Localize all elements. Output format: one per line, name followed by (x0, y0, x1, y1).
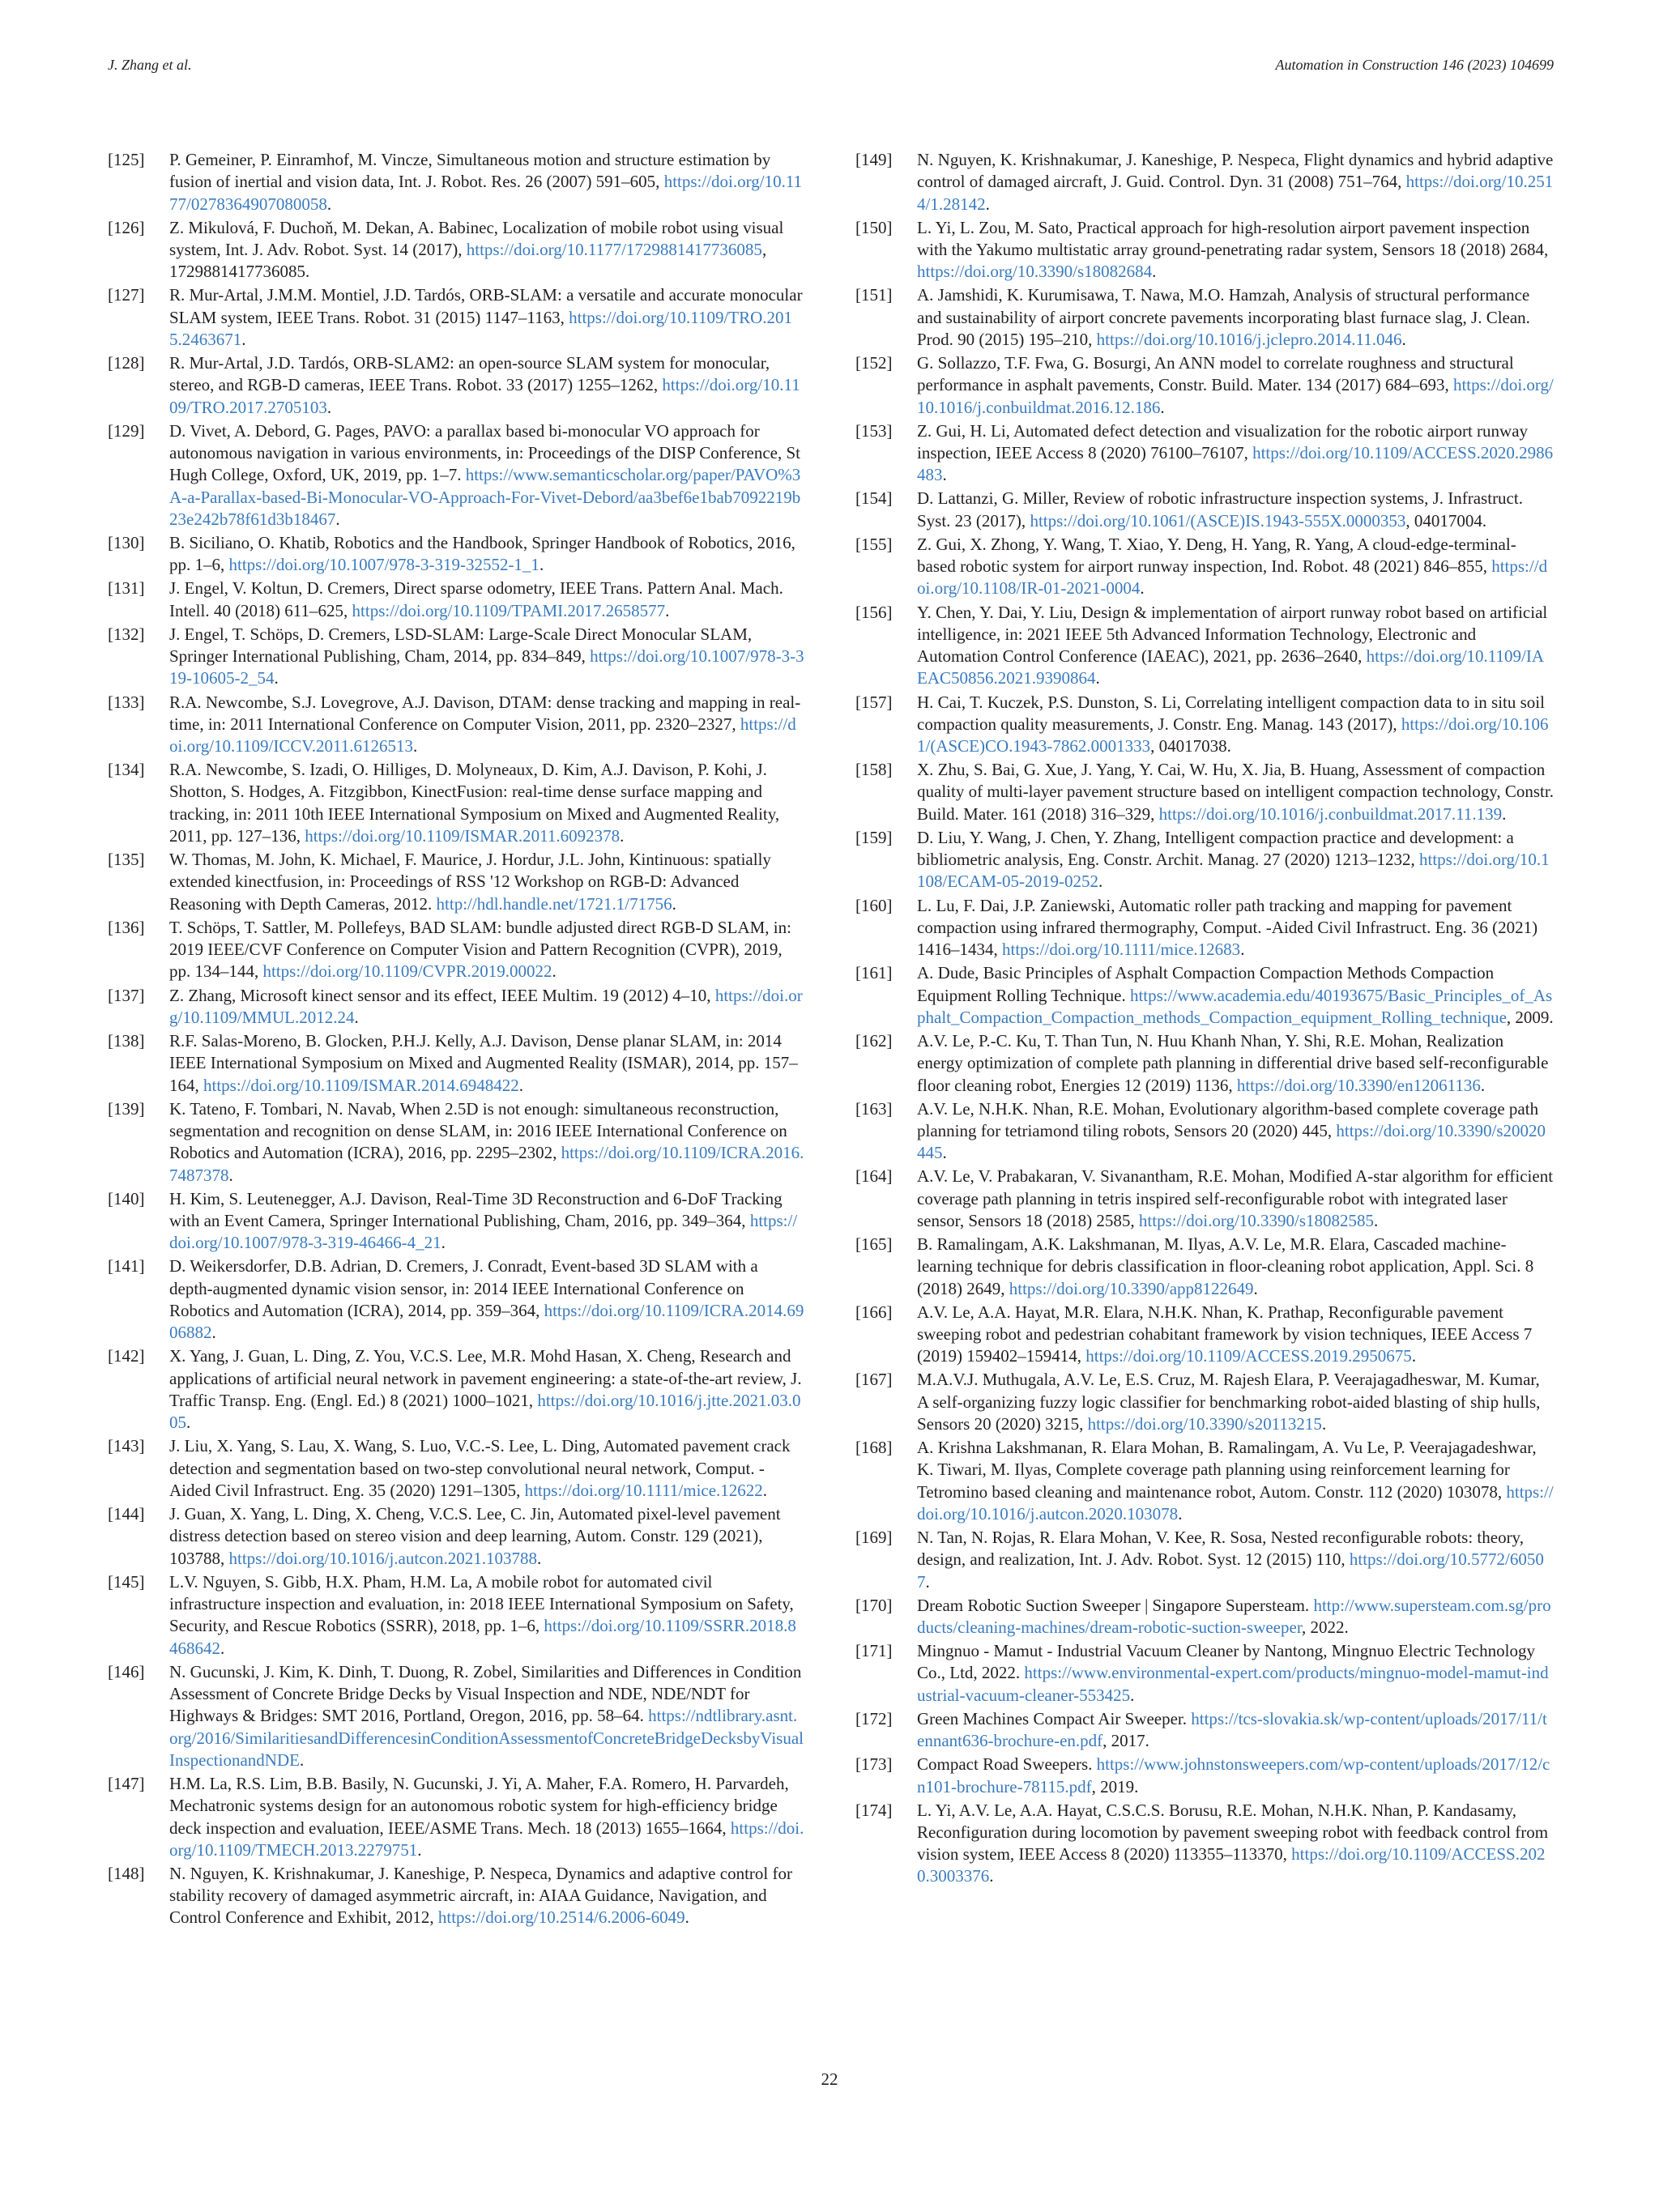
reference-text: J. Engel, V. Koltun, D. Cremers, Direct sparse odometry, IEEE Trans. Pattern Anal. Mach. Intell. 40 (2018) 611–625, (169, 578, 783, 620)
reference-link[interactable]: https://doi.org/10.1109/ISMAR.2014.6948422 (203, 1075, 519, 1095)
reference-tail: . (335, 509, 340, 529)
reference-item (855, 1437, 1554, 1525)
reference-item (108, 284, 804, 351)
reference-link[interactable]: https://doi.org/10.1016/j.conbuildmat.2017.11.139 (1158, 803, 1503, 824)
reference-item (108, 1188, 804, 1255)
reference-tail: . (211, 1323, 216, 1343)
reference-number: [135] (108, 850, 145, 870)
reference-text: N. Nguyen, K. Krishnakumar, J. Kaneshige, P. Nespeca, Flight dynamics and hybrid adaptive control of damaged aircraft, J. Guid. Control. Dyn. 31 (2008) 751–764, (917, 150, 1554, 192)
reference-text: Y. Chen, Y. Dai, Y. Liu, Design & implementation of airport runway robot based on artificial intelligence, in: 2021 IEEE 5th Advanced Information Technology, Electronic and Automation Control Conference (IAEAC), 2021, pp. 2636–2640, (917, 602, 1548, 667)
reference-link[interactable]: https://doi.org/10.1109/SSRR.2018.8468642 (169, 1616, 796, 1658)
reference-text: P. Gemeiner, P. Einramhof, M. Vincze, Simultaneous motion and structure estimation by fusion of inertial and vision data, Int. J. Robot. Res. 26 (2007) 591–605, (169, 150, 771, 192)
reference-item (855, 420, 1554, 487)
reference-tail: . (326, 397, 332, 417)
reference-number: [127] (108, 285, 145, 305)
references-column-right (855, 149, 1554, 1890)
reference-item (108, 759, 804, 847)
reference-number: [174] (855, 1800, 893, 1820)
reference-text: D. Vivet, A. Debord, G. Pages, PAVO: a parallax based bi-monocular VO approach for autonomous navigation in various environments, in: Proceedings of the DISP Conference, St Hugh College, Oxford, UK, 2019, pp. 1–7. (169, 420, 801, 485)
reference-number: [157] (855, 692, 893, 712)
reference-tail: . (413, 736, 418, 757)
reference-number: [162] (855, 1030, 893, 1051)
reference-text: B. Siciliano, O. Khatib, Robotics and the Handbook, Springer Handbook of Robotics, 2016, pp. 1–6, (169, 533, 795, 575)
reference-tail: . (241, 329, 246, 349)
reference-text: Z. Zhang, Microsoft kinect sensor and its effect, IEEE Multim. 19 (2012) 4–10, (169, 985, 715, 1005)
reference-item (108, 1773, 804, 1861)
reference-tail: . (1098, 872, 1103, 892)
page-number: 22 (821, 2069, 838, 2089)
reference-tail: . (942, 465, 947, 485)
reference-item (855, 1369, 1554, 1435)
reference-link[interactable]: https://doi.org/10.1111/mice.12622 (524, 1480, 763, 1500)
reference-text: J. Guan, X. Yang, L. Ding, X. Cheng, V.C.S. Lee, C. Jin, Automated pixel-level pavement distress detection based on stereo vision and deep learning, Autom. Constr. 129 (2021), 103788, (169, 1503, 781, 1568)
reference-tail: , 1729881417736085. (169, 239, 767, 282)
reference-text: J. Liu, X. Yang, S. Lau, X. Wang, S. Luo, V.C.-S. Lee, L. Ding, Automated pavement crack detection and segmentation based on two-step convolutional neural network, Comput. -Aided Civil Infrastruct. Eng. 35 (2020) 1291–1305, (169, 1436, 791, 1500)
reference-number: [145] (108, 1571, 145, 1592)
reference-text: A.V. Le, A.A. Hayat, M.R. Elara, N.H.K. Nhan, K. Prathap, Reconfigurable pavement sweeping robot and pedestrian cohabitant framework by vision techniques, IEEE Access 7 (2019) 159402–159414, (917, 1302, 1533, 1366)
reference-tail: , 2017. (1102, 1731, 1149, 1751)
reference-tail: , 04017038. (1150, 736, 1231, 757)
reference-number: [148] (108, 1863, 145, 1883)
reference-text: A. Krishna Lakshmanan, R. Elara Mohan, B. Ramalingam, A. Vu Le, P. Veerajagadeshwar, K. Tiwari, M. Ilyas, Complete coverage path planning using reinforcement learning for Tetromino based cleaning and maintenance robot, Autom. Constr. 112 (2020) 103078, (917, 1438, 1537, 1502)
reference-number: [136] (108, 917, 145, 937)
reference-tail: . (985, 194, 990, 214)
reference-tail: . (1401, 329, 1406, 349)
reference-tail: . (299, 1750, 305, 1770)
running-header-journal: Automation in Construction 146 (2023) 104699 (1275, 57, 1554, 73)
reference-item (855, 534, 1554, 600)
reference-text: G. Sollazzo, T.F. Fwa, G. Bosurgi, An ANN model to correlate roughness and structural performance in asphalt pavements, Constr. Build. Mater. 134 (2017) 684–693, (917, 353, 1514, 395)
reference-text: A. Dude, Basic Principles of Asphalt Compaction Compaction Methods Compaction Equipment Rolling Technique. (917, 963, 1495, 1005)
reference-link[interactable]: https://doi.org/10.1007/978-3-319-46466-4_21 (169, 1210, 798, 1253)
reference-number: [137] (108, 985, 145, 1005)
reference-link[interactable]: https://doi.org/10.5772/60507 (917, 1549, 1544, 1592)
reference-link[interactable]: https://doi.org/10.1177/1729881417736085 (466, 239, 762, 259)
reference-item (855, 488, 1554, 532)
reference-number: [141] (108, 1256, 145, 1276)
reference-text: R.A. Newcombe, S.J. Lovegrove, A.J. Davison, DTAM: dense tracking and mapping in real-time, in: 2011 International Conference on Computer Vision, 2011, pp. 2320–2327, (169, 692, 801, 734)
reference-link[interactable]: https://doi.org/10.1109/ICCV.2011.6126513 (169, 714, 796, 757)
reference-item (108, 917, 804, 983)
reference-number: [139] (108, 1098, 145, 1119)
reference-text: N. Tan, N. Rojas, R. Elara Mohan, V. Kee, R. Sosa, Nested reconfigurable robots: theory, design, and realization, Int. J. Adv. Robot. Syst. 12 (2015) 110, (917, 1528, 1524, 1570)
reference-number: [166] (855, 1302, 893, 1322)
reference-number: [172] (855, 1708, 893, 1728)
reference-tail: . (539, 555, 544, 575)
reference-text: K. Tateno, F. Tombari, N. Navab, When 2.5D is not enough: simultaneous reconstruction, segmentation and recognition on dense SLAM, in: 2016 IEEE International Conference on Robotics and Automation (ICRA), 2016, pp. 2295–2302, (169, 1098, 787, 1163)
reference-text: D. Liu, Y. Wang, J. Chen, Y. Zhang, Intelligent compaction practice and development: a bibliometric analysis, Eng. Constr. Archit. Manag. 27 (2020) 1213–1232, (917, 827, 1514, 870)
reference-item (108, 1345, 804, 1434)
reference-text: N. Gucunski, J. Kim, K. Dinh, T. Duong, R. Zobel, Similarities and Differences in Condition Assessment of Concrete Bridge Decks by Visual Inspection and NDE, NDE/NDT for Highways & Bridges: SMT 2016, Portland, Oregon, 2016, pp. 58–64. (169, 1661, 802, 1726)
reference-text: R. Mur-Artal, J.M.M. Montiel, J.D. Tardós, ORB-SLAM: a versatile and accurate monocular SLAM system, IEEE Trans. Robot. 31 (2015) 1147–1163, (169, 285, 803, 327)
reference-link[interactable]: https://doi.org/10.1016/j.autcon.2021.103788 (228, 1548, 538, 1568)
reference-number: [163] (855, 1098, 893, 1119)
running-header-authors: J. Zhang et al. (108, 57, 192, 73)
reference-item (855, 1754, 1554, 1798)
reference-text: X. Zhu, S. Bai, G. Xue, J. Yang, Y. Cai, W. Hu, X. Jia, B. Huang, Assessment of compaction quality of multi-layer pavement structure based on intelligent compaction technology, Constr. Build. Mater. 161 (2018) 316–329, (917, 760, 1554, 824)
reference-link[interactable]: https://doi.org/10.3390/s18082585 (1138, 1210, 1375, 1230)
reference-number: [155] (855, 534, 893, 554)
reference-tail: . (417, 1839, 422, 1860)
reference-item (855, 217, 1554, 283)
reference-link[interactable]: https://doi.org/10.1108/IR-01-2021-0004 (917, 556, 1548, 599)
reference-link[interactable]: https://doi.org/10.1007/978-3-319-32552-1_1 (228, 555, 539, 575)
reference-tail: . (672, 893, 676, 914)
reference-item (855, 149, 1554, 215)
reference-text: A.V. Le, P.-C. Ku, T. Than Tun, N. Huu Khanh Nhan, Y. Shi, R.E. Mohan, Realization energy optimization of complete path planning in differential drive based self-reconfigurable floor cleaning robot, Energies 12 (2019) 1136, (917, 1030, 1549, 1095)
reference-text: R.F. Salas-Moreno, B. Glocken, P.H.J. Kelly, A.J. Davison, Dense planar SLAM, in: 2014 IEEE International Symposium on Mixed and Augmented Reality (ISMAR), 2014, pp. 157–164, (169, 1030, 798, 1095)
reference-tail: . (942, 1143, 947, 1163)
reference-link[interactable]: https://tcs-slovakia.sk/wp-content/uploads/2017/11/tennant636-brochure-en.pdf (917, 1708, 1547, 1751)
reference-tail: . (552, 961, 557, 982)
reference-text: A.V. Le, V. Prabakaran, V. Sivanantham, R.E. Mohan, Modified A-star algorithm for efficient coverage path planning in tetris inspired self-reconfigurable robot with integrated laser sensor, Sensors 18 (2018) 2585, (917, 1166, 1554, 1230)
reference-number: [128] (108, 353, 145, 373)
reference-tail: , 2009. (1506, 1007, 1554, 1027)
reference-link[interactable]: https://doi.org/10.1109/TMECH.2013.2279751 (169, 1818, 804, 1860)
reference-link[interactable]: https://doi.org/10.3390/s20020445 (917, 1120, 1546, 1163)
reference-item (108, 352, 804, 419)
reference-item (108, 149, 804, 215)
reference-link[interactable]: http://www.supersteam.com.sg/products/cleaning-machines/dream-robotic-suction-sweeper (917, 1595, 1551, 1638)
reference-tail: . (1152, 262, 1157, 282)
reference-text: X. Yang, J. Guan, L. Ding, Z. You, V.C.S. Lee, M.R. Mohd Hasan, X. Cheng, Research and applications of artificial neural network in pavement engineering: a state-of-the-art review, J. Traffic Transp. Eng. (Engl. Ed.) 8 (2021) 1000–1021, (169, 1346, 802, 1410)
reference-tail: . (1160, 397, 1165, 417)
reference-text: Compact Road Sweepers. (917, 1754, 1097, 1775)
reference-number: [150] (855, 217, 893, 237)
reference-item (855, 827, 1554, 893)
reference-item (108, 1435, 804, 1502)
reference-number: [171] (855, 1641, 893, 1661)
reference-number: [164] (855, 1166, 893, 1187)
reference-number: [147] (108, 1773, 145, 1793)
reference-tail: . (989, 1866, 994, 1886)
reference-tail: . (665, 600, 670, 620)
reference-number: [158] (855, 760, 893, 780)
reference-tail: . (1321, 1413, 1327, 1434)
reference-item (855, 1302, 1554, 1368)
reference-tail: . (925, 1571, 930, 1592)
reference-number: [142] (108, 1346, 145, 1366)
reference-item (855, 352, 1554, 419)
reference-number: [140] (108, 1188, 145, 1208)
reference-text: L. Yi, A.V. Le, A.A. Hayat, C.S.C.S. Borusu, R.E. Mohan, N.H.K. Nhan, P. Kandasamy, Reconfiguration during locomotion by pavement sweeping robot with feedback control from vision system, IEEE Access 8 (2020) 113355–113370, (917, 1800, 1549, 1865)
reference-link[interactable]: https://doi.org/10.1111/mice.12683 (1002, 940, 1241, 960)
reference-number: [159] (855, 827, 893, 847)
reference-tail: . (684, 1907, 689, 1928)
reference-tail: . (1374, 1210, 1379, 1230)
reference-item (108, 1503, 804, 1570)
reference-number: [168] (855, 1438, 893, 1458)
reference-number: [170] (855, 1595, 893, 1615)
reference-link[interactable]: https://ndtlibrary.asnt.org/2016/SimilaritiesandDifferencesinConditionAssessmentofConcreteBridgeDecksbyVisualInspectionandNDE (169, 1706, 804, 1770)
reference-link[interactable]: https://doi.org/10.1109/ACCESS.2019.2950675 (1085, 1346, 1412, 1366)
reference-number: [146] (108, 1661, 145, 1681)
reference-link[interactable]: https://doi.org/10.1109/TRO.2017.2705103 (169, 375, 800, 417)
reference-text: N. Nguyen, K. Krishnakumar, J. Kaneshige, P. Nespeca, Dynamics and adaptive control for stability recovery of damaged asymmetric aircraft, in: AIAA Guidance, Navigation, and Control Conference and Exhibit, 2012, (169, 1863, 792, 1928)
reference-link[interactable]: https://doi.org/10.3390/s20113215 (1087, 1413, 1322, 1434)
reference-link[interactable]: https://www.academia.edu/40193675/Basic_Principles_of_Asphalt_Compaction_Compaction_methods_Compaction_equipment_Rolling_technique (917, 985, 1553, 1027)
reference-item (108, 420, 804, 531)
reference-text: Z. Mikulová, F. Duchoň, M. Dekan, A. Babinec, Localization of mobile robot using visual system, Int. J. Adv. Robot. Syst. 14 (2017), (169, 217, 784, 259)
reference-text: T. Schöps, T. Sattler, M. Pollefeys, BAD SLAM: bundle adjusted direct RGB-D SLAM, in: 2019 IEEE/CVF Conference on Computer Vision and Pattern Recognition (CVPR), 2019, pp. 134–144, (169, 917, 791, 982)
reference-text: H. Cai, T. Kuczek, P.S. Dunston, S. Li, Correlating intelligent compaction data to in situ soil compaction quality measurements, J. Constr. Eng. Manag. 143 (2017), (917, 692, 1545, 734)
reference-number: [151] (855, 285, 893, 305)
reference-tail: , 2022. (1301, 1617, 1349, 1638)
reference-tail: . (518, 1075, 523, 1095)
reference-item (108, 1661, 804, 1771)
reference-link[interactable]: https://doi.org/10.1061/(ASCE)CO.1943-7862.0001333 (917, 714, 1549, 757)
reference-number: [144] (108, 1503, 145, 1524)
reference-item (108, 532, 804, 577)
reference-text: D. Lattanzi, G. Miller, Review of robotic infrastructure inspection systems, J. Infrastruct. Syst. 23 (2017), (917, 488, 1523, 531)
reference-number: [126] (108, 217, 145, 237)
reference-link[interactable]: https://doi.org/10.2514/6.2006-6049 (437, 1907, 685, 1928)
reference-link[interactable]: https://doi.org/10.1109/MMUL.2012.24 (169, 985, 803, 1027)
reference-item (108, 624, 804, 690)
reference-link[interactable]: https://doi.org/10.1016/j.conbuildmat.2016.12.186 (917, 375, 1554, 417)
references-column-left (108, 149, 804, 1931)
reference-link[interactable]: https://doi.org/10.1177/0278364907080058 (169, 172, 803, 214)
reference-tail: . (1140, 578, 1145, 599)
reference-item (855, 759, 1554, 825)
reference-item (108, 578, 804, 622)
reference-item (855, 962, 1554, 1029)
reference-number: [132] (108, 624, 145, 644)
reference-number: [154] (855, 488, 893, 509)
reference-item (855, 1166, 1554, 1232)
reference-link[interactable]: https://doi.org/10.3390/app8122649 (1009, 1278, 1254, 1298)
reference-tail: . (537, 1548, 542, 1568)
reference-tail: , 04017004. (1405, 510, 1487, 531)
reference-tail: . (1253, 1278, 1258, 1298)
reference-link[interactable]: https://doi.org/10.1016/j.jtte.2021.03.005 (169, 1390, 801, 1433)
reference-number: [133] (108, 692, 145, 712)
reference-number: [165] (855, 1234, 893, 1254)
reference-text: W. Thomas, M. John, K. Michael, F. Maurice, J. Hordur, J.L. John, Kintinuous: spatially extended kinectfusion, in: Proceedings of RSS '12 Workshop on RGB-D: Advanced Reasoning with Depth Cameras, 2012. (169, 850, 771, 914)
reference-item (855, 1098, 1554, 1165)
reference-number: [130] (108, 533, 145, 553)
reference-link[interactable]: https://doi.org/10.1109/TPAMI.2017.2658577 (352, 600, 666, 620)
reference-link[interactable]: http://hdl.handle.net/1721.1/71756 (436, 893, 672, 914)
reference-link[interactable]: https://doi.org/10.1109/ICRA.2014.6906882 (169, 1300, 804, 1343)
reference-tail: . (1095, 668, 1100, 688)
reference-item (855, 1030, 1554, 1097)
reference-tail: . (1502, 803, 1507, 824)
reference-link[interactable]: https://doi.org/10.1109/IAEAC50856.2021.9390864 (917, 646, 1545, 688)
reference-number: [153] (855, 420, 893, 441)
reference-item (855, 1595, 1554, 1639)
reference-item (108, 1098, 804, 1187)
reference-number: [138] (108, 1030, 145, 1051)
reference-text: L.V. Nguyen, S. Gibb, H.X. Pham, H.M. La, A mobile robot for automated civil infrastructure inspection and evaluation, in: 2018 IEEE International Symposium on Safety, Security, and Rescue Robotics (SSRR), 2018, pp. 1–6, (169, 1571, 794, 1636)
reference-item (108, 1030, 804, 1097)
reference-link[interactable]: https://www.johnstonsweepers.com/wp-content/uploads/2017/12/cn101-brochure-78115.pdf (917, 1754, 1550, 1796)
reference-tail: . (1178, 1503, 1183, 1524)
reference-item (855, 1640, 1554, 1707)
reference-item (855, 895, 1554, 961)
reference-item (108, 849, 804, 915)
reference-text: R. Mur-Artal, J.D. Tardós, ORB-SLAM2: an open-source SLAM system for monocular, stereo, and RGB-D cameras, IEEE Trans. Robot. 33 (2017) 1255–1262, (169, 353, 770, 395)
reference-tail: . (274, 668, 279, 688)
reference-link[interactable]: https://www.environmental-expert.com/products/mingnuo-model-mamut-industrial-vacuum-cleaner-553425 (917, 1663, 1549, 1705)
reference-tail: . (762, 1480, 768, 1500)
reference-item (108, 985, 804, 1029)
reference-text: R.A. Newcombe, S. Izadi, O. Hilliges, D. Molyneaux, D. Kim, A.J. Davison, P. Kohi, J. Shotton, S. Hodges, A. Fitzgibbon, KinectFusion: real-time dense surface mapping and tracking, in: 2011 10th IEEE International Symposium on Mixed and Augmented Reality, 2011, pp. 127–136, (169, 760, 780, 846)
reference-item (855, 1234, 1554, 1300)
reference-number: [134] (108, 760, 145, 780)
reference-tail: . (620, 826, 625, 846)
reference-link[interactable]: https://doi.org/10.1109/TRO.2015.2463671 (169, 307, 793, 349)
reference-text: Dream Robotic Suction Sweeper | Singapore Supersteam. (917, 1595, 1314, 1615)
reference-link[interactable]: https://doi.org/10.1109/ISMAR.2011.6092378 (305, 826, 621, 846)
reference-text: Green Machines Compact Air Sweeper. (917, 1708, 1192, 1728)
reference-number: [129] (108, 420, 145, 441)
reference-number: [143] (108, 1436, 145, 1456)
reference-tail: . (441, 1233, 446, 1253)
reference-item (108, 1571, 804, 1660)
reference-tail: . (326, 194, 332, 214)
reference-text: Z. Gui, X. Zhong, Y. Wang, T. Xiao, Y. Deng, H. Yang, R. Yang, A cloud-edge-terminal-based robotic system for airport runway inspection, Ind. Robot. 48 (2021) 846–855, (917, 534, 1516, 577)
reference-link[interactable]: https://www.semanticscholar.org/paper/PAVO%3A-a-Parallax-based-Bi-Monocular-VO-Approach-For-Vivet-Debord/aa3bef6e1bab7092219b23e242b78f61d3b18467 (169, 465, 801, 529)
reference-link[interactable]: https://doi.org/10.1016/j.jclepro.2014.11.046 (1096, 329, 1402, 349)
reference-item (855, 602, 1554, 690)
reference-text: Mingnuo - Mamut - Industrial Vacuum Cleaner by Nantong, Mingnuo Electric Technology Co., Ltd, 2022. (917, 1641, 1535, 1683)
reference-number: [149] (855, 150, 893, 169)
reference-text: J. Engel, T. Schöps, D. Cremers, LSD-SLAM: Large-Scale Direct Monocular SLAM, Springer International Publishing, Cham, 2014, pp. 834–849, (169, 624, 753, 667)
reference-number: [173] (855, 1754, 893, 1775)
reference-number: [160] (855, 895, 893, 915)
reference-number: [169] (855, 1528, 893, 1548)
reference-text: B. Ramalingam, A.K. Lakshmanan, M. Ilyas, A.V. Le, M.R. Elara, Cascaded machine-learning technique for debris classification in floor-cleaning robot application, Appl. Sci. 8 (2018) 2649, (917, 1234, 1534, 1298)
reference-link[interactable]: https://doi.org/10.1109/ACCESS.2020.3003376 (917, 1844, 1546, 1886)
reference-number: [156] (855, 602, 893, 622)
reference-link[interactable]: https://doi.org/10.1108/ECAM-05-2019-0252 (917, 850, 1550, 892)
reference-item (855, 1800, 1554, 1888)
reference-text: Z. Gui, H. Li, Automated defect detection and visualization for the robotic airport runway inspection, IEEE Access 8 (2020) 76100–76107, (917, 420, 1529, 463)
reference-link[interactable]: https://doi.org/10.2514/1.28142 (917, 172, 1554, 214)
reference-text: L. Yi, L. Zou, M. Sato, Practical approach for high-resolution airport pavement inspection with the Yakumo multistatic array ground-penetrating radar system, Sensors 18 (2018) 2684, (917, 217, 1549, 259)
reference-item (108, 1863, 804, 1929)
reference-text: D. Weikersdorfer, D.B. Adrian, D. Cremers, J. Conradt, Event-based 3D SLAM with a depth-augmented dynamic vision sensor, in: 2014 IEEE International Conference on Robotics and Automation (ICRA), 2014, pp. 359–364, (169, 1256, 758, 1320)
reference-item (855, 1708, 1554, 1753)
reference-tail: , 2019. (1091, 1776, 1139, 1796)
reference-number: [152] (855, 353, 893, 373)
reference-tail: . (228, 1165, 233, 1185)
reference-link[interactable]: https://doi.org/10.1007/978-3-319-10605-2_54 (169, 646, 804, 688)
reference-tail: . (220, 1638, 225, 1658)
reference-link[interactable]: https://doi.org/10.1109/CVPR.2019.00022 (262, 961, 552, 982)
reference-tail: . (1480, 1075, 1486, 1095)
reference-item (108, 1255, 804, 1344)
reference-text: H. Kim, S. Leutenegger, A.J. Davison, Real-Time 3D Reconstruction and 6-DoF Tracking with an Event Camera, Springer International Publishing, Cham, 2016, pp. 349–364, (169, 1188, 783, 1230)
reference-item (855, 692, 1554, 758)
reference-item (855, 284, 1554, 351)
reference-text: L. Lu, F. Dai, J.P. Zaniewski, Automatic roller path tracking and mapping for pavement compaction using infrared thermography, Comput. -Aided Civil Infrastruct. Eng. 36 (2021) 1416–1434, (917, 895, 1538, 960)
reference-link[interactable]: https://doi.org/10.3390/s18082684 (917, 262, 1153, 282)
reference-item (108, 217, 804, 283)
reference-text: A.V. Le, N.H.K. Nhan, R.E. Mohan, Evolutionary algorithm-based complete coverage path planning for tetriamond tiling robots, Sensors 20 (2020) 445, (917, 1098, 1539, 1140)
reference-text: A. Jamshidi, K. Kurumisawa, T. Nawa, M.O. Hamzah, Analysis of structural performance and sustainability of airport concrete pavements incorporating blast furnace slag, J. Clean. Prod. 90 (2015) 195–210, (917, 285, 1530, 349)
reference-tail: . (1130, 1685, 1135, 1705)
reference-number: [161] (855, 963, 893, 983)
reference-text: H.M. La, R.S. Lim, B.B. Basily, N. Gucunski, J. Yi, A. Maher, F.A. Romero, H. Parvardeh, Mechatronic systems design for an autonomous robotic system for high-efficiency bridge deck inspection and evaluation, IEEE/ASME Trans. Mech. 18 (2013) 1655–1664, (169, 1773, 789, 1838)
reference-link[interactable]: https://doi.org/10.1061/(ASCE)IS.1943-555X.0000353 (1030, 510, 1406, 531)
reference-tail: . (354, 1007, 359, 1027)
reference-tail: . (1240, 940, 1245, 960)
reference-link[interactable]: https://doi.org/10.3390/en12061136 (1236, 1075, 1481, 1095)
reference-tail: . (1411, 1346, 1417, 1366)
reference-number: [125] (108, 150, 145, 169)
reference-link[interactable]: https://doi.org/10.1109/ACCESS.2020.2986483 (917, 443, 1554, 485)
reference-number: [131] (108, 578, 145, 599)
reference-link[interactable]: https://doi.org/10.1016/j.autcon.2020.103078 (917, 1481, 1554, 1524)
reference-tail: . (186, 1413, 191, 1433)
reference-text: M.A.V.J. Muthugala, A.V. Le, E.S. Cruz, M. Rajesh Elara, P. Veerajagadheswar, M. Kumar, A self-organizing fuzzy logic classifier for benchmarking robot-aided blasting of ship hulls, Sensors 20 (2020) 3215, (917, 1370, 1541, 1434)
reference-link[interactable]: https://doi.org/10.1109/ICRA.2016.7487378 (169, 1143, 804, 1185)
reference-item (108, 692, 804, 758)
reference-item (855, 1527, 1554, 1593)
reference-number: [167] (855, 1370, 893, 1390)
